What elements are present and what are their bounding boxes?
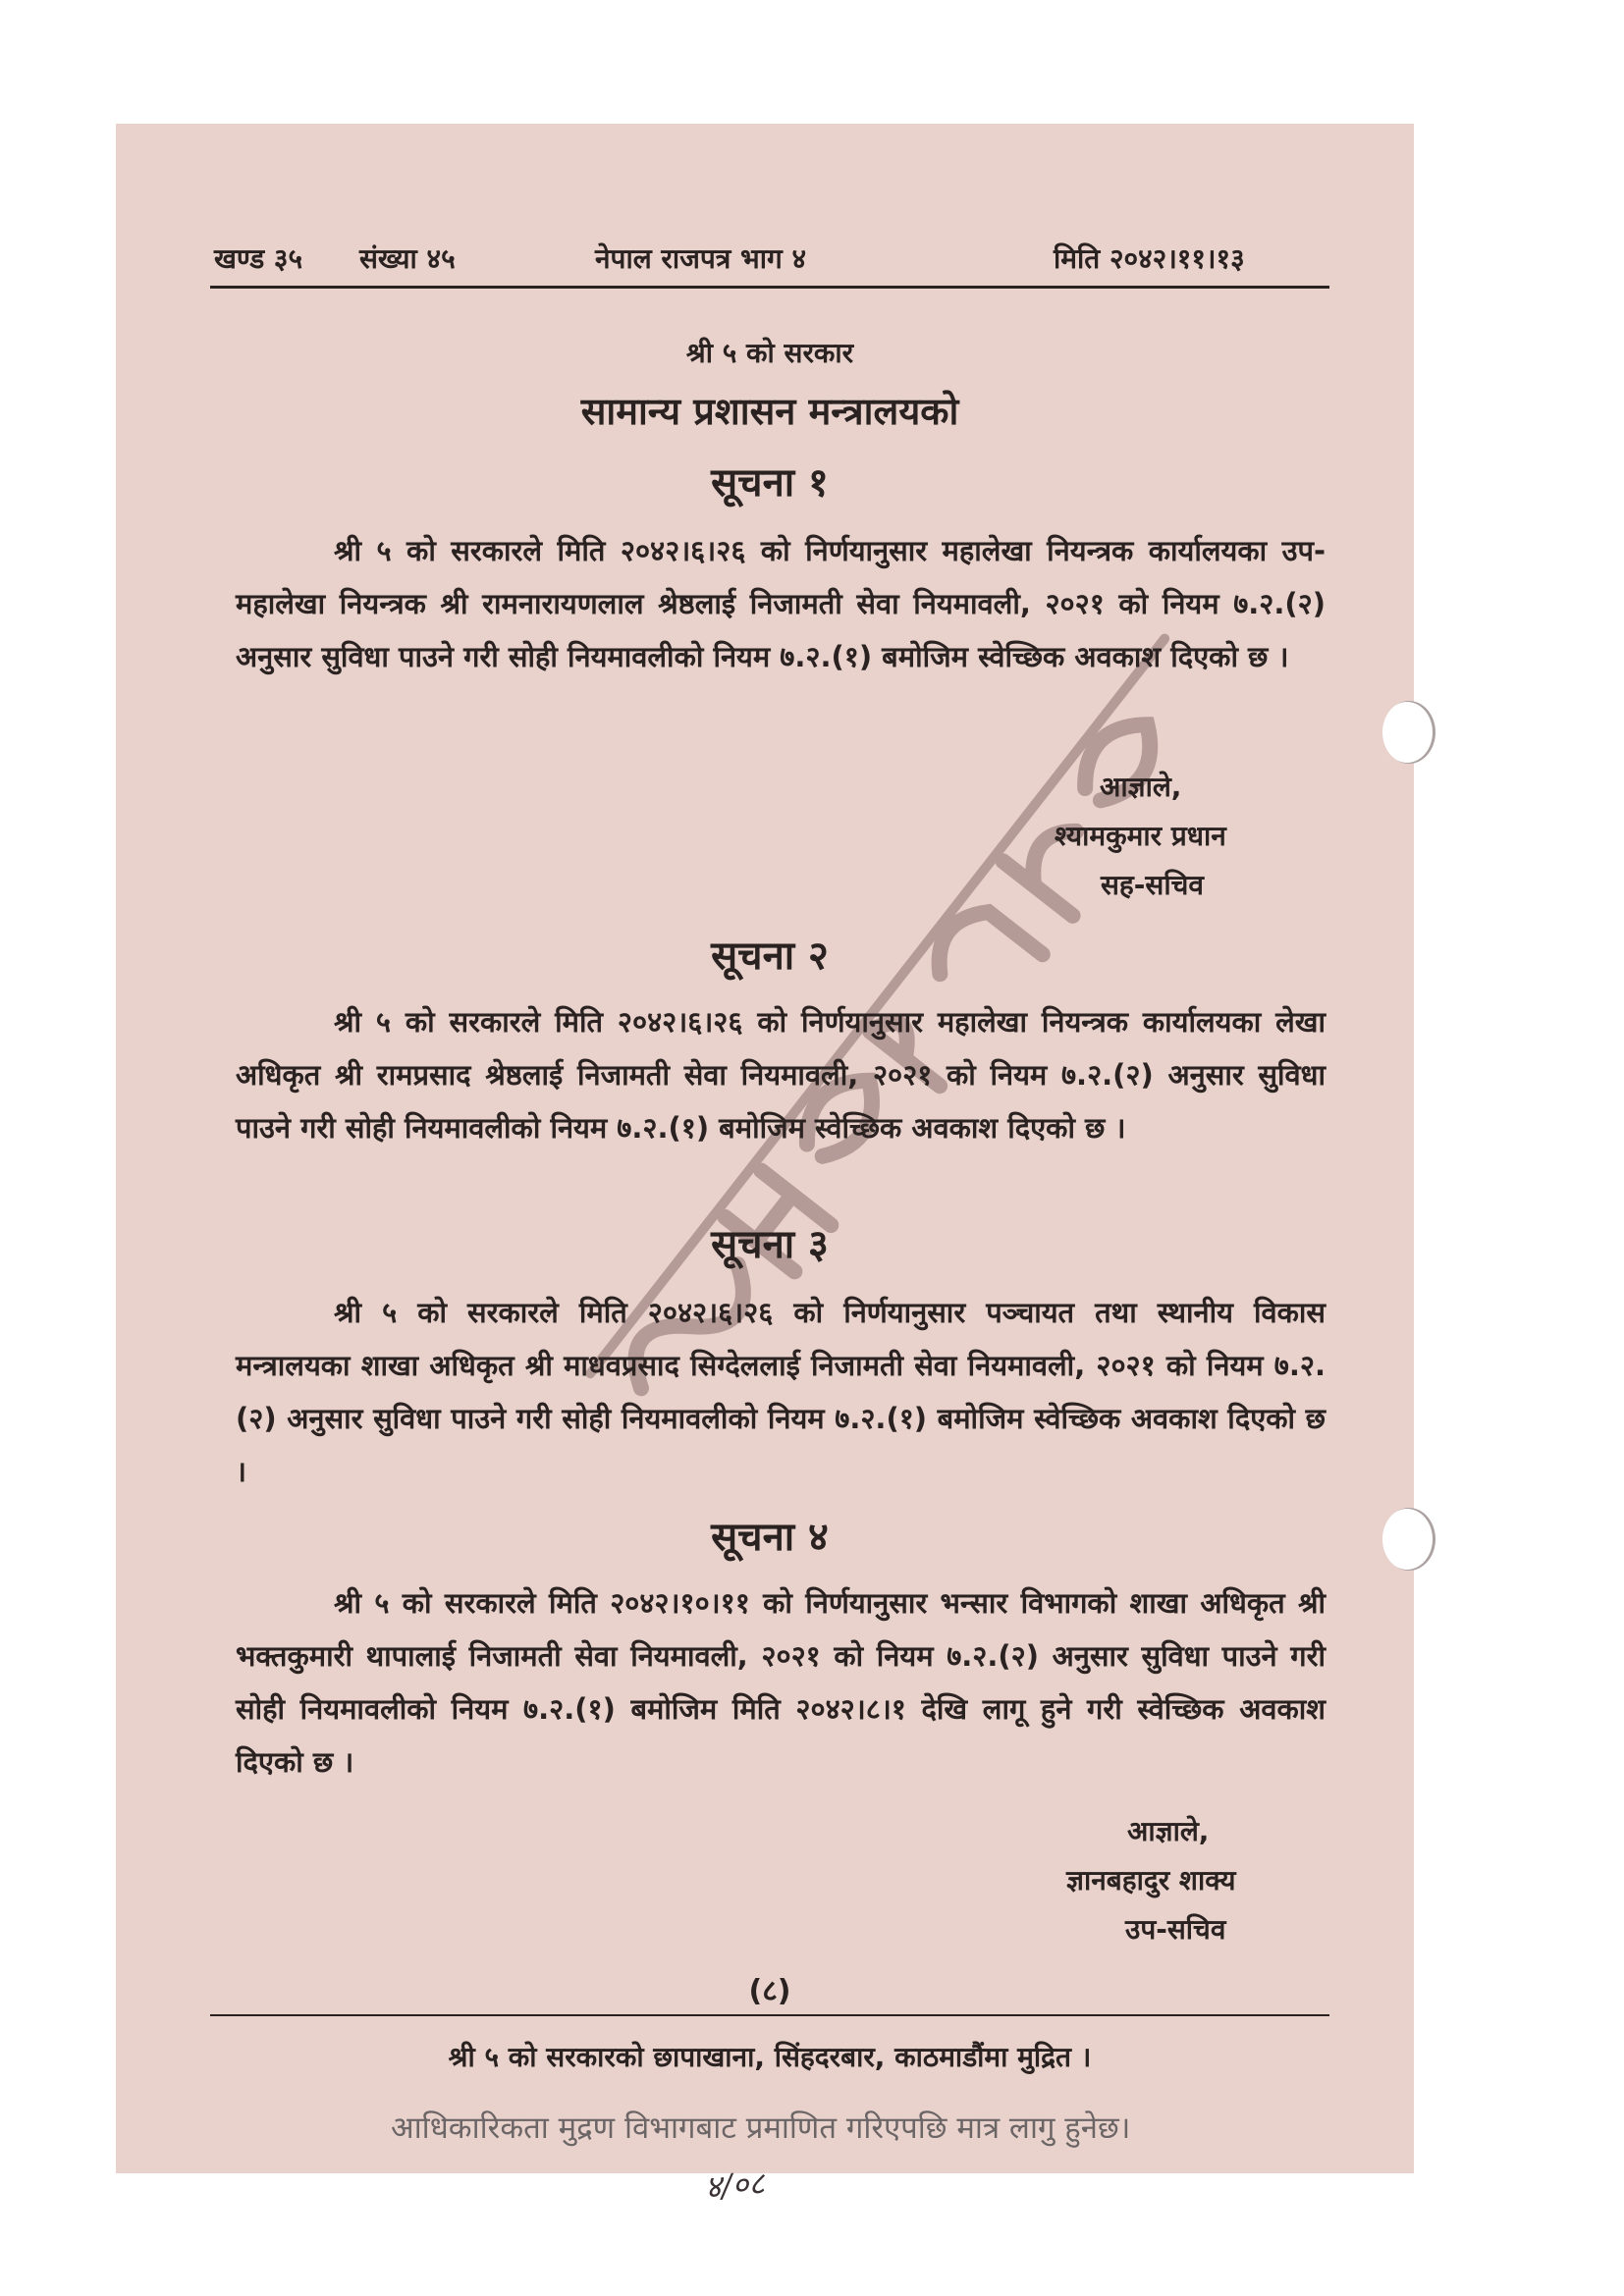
signature-1-name: श्यामकुमार प्रधान	[1055, 820, 1226, 852]
notice-3-title: सूचना ३	[711, 1222, 829, 1267]
notice-1-body: श्री ५ को सरकारले मिति २०४२।६।२६ को निर्णयानुसार महालेखा नियन्त्रक कार्यालयका उप-महालेखा नियन्त्रक श्री रामनारायणलाल श्रेष्ठलाई निजामती सेवा नियमावली, २०२१ को नियम ७.२.(२) अनुसार सुविधा पाउने गरी सोही नियमावलीको नियम ७.२.(१) बमोजिम स्वेच्छिक अवकाश दिएको छ ।	[236, 534, 1326, 673]
header-rule	[210, 286, 1329, 289]
authenticity-note: आधिकारिकता मुद्रण विभागबाट प्रमाणित गरिएपछि मात्र लागु हुनेछ।	[391, 2110, 1131, 2146]
issue-label: संख्या ४५	[359, 242, 456, 275]
date-label: मिति २०४२।११।१३	[1054, 242, 1245, 275]
notice-1-title: सूचना १	[711, 460, 829, 506]
government-heading: श्री ५ को सरकार	[685, 337, 854, 369]
volume-label: खण्ड ३५	[214, 242, 303, 275]
signature-2-title: उप-सचिव	[1125, 1913, 1226, 1946]
printer-line: श्री ५ को सरकारको छापाखाना, सिंहदरबार, काठमाडौंमा मुद्रित ।	[448, 2041, 1092, 2073]
handwritten-number: ४/०८	[703, 2163, 766, 2207]
notice-2-title: सूचना २	[711, 934, 829, 979]
ministry-heading: सामान्य प्रशासन मन्त्रालयको	[580, 390, 959, 433]
punch-hole-bottom	[1382, 1508, 1435, 1571]
signature-1-order: आज्ञाले,	[1100, 771, 1182, 803]
notice-4-body: श्री ५ को सरकारले मिति २०४२।१०।११ को निर्णयानुसार भन्सार विभागको शाखा अधिकृत श्री भक्तकुमारी थापालाई निजामती सेवा नियमावली, २०२१ को नियम ७.२.(२) अनुसार सुविधा पाउने गरी सोही नियमावलीको नियम ७.२.(१) बमोजिम मिति २०४२।८।१ देखि लागू हुने गरी स्वेच्छिक अवकाश दिएको छ ।	[236, 1586, 1326, 1779]
notice-4-title: सूचना ४	[711, 1515, 829, 1560]
punch-hole-top	[1382, 701, 1435, 764]
notice-3-body: श्री ५ को सरकारले मिति २०४२।६।२६ को निर्णयानुसार पञ्चायत तथा स्थानीय विकास मन्त्रालयका शाखा अधिकृत श्री माधवप्रसाद सिग्देललाई निजामती सेवा नियमावली, २०२१ को नियम ७.२.(२) अनुसार सुविधा पाउने गरी सोही नियमावलीको नियम ७.२.(१) बमोजिम स्वेच्छिक अवकाश दिएको छ ।	[236, 1296, 1326, 1488]
signature-2-order: आज्ञाले,	[1127, 1815, 1210, 1847]
gazette-page	[116, 124, 1414, 2207]
page-number: (८)	[748, 1974, 791, 2008]
signature-1-title: सह-सचिव	[1101, 869, 1204, 901]
gazette-header	[214, 232, 1324, 291]
gazette-label: नेपाल राजपत्र भाग ४	[595, 242, 807, 275]
footer-rule	[210, 2014, 1329, 2016]
signature-2-name: ज्ञानबहादुर शाक्य	[1066, 1864, 1236, 1896]
notice-2-body: श्री ५ को सरकारले मिति २०४२।६।२६ को निर्णयानुसार महालेखा नियन्त्रक कार्यालयका लेखा अधिकृत श्री रामप्रसाद श्रेष्ठलाई निजामती सेवा नियमावली, २०२१ को नियम ७.२.(२) अनुसार सुविधा पाउने गरी सोही नियमावलीको नियम ७.२.(१) बमोजिम स्वेच्छिक अवकाश दिएको छ ।	[236, 1005, 1326, 1145]
